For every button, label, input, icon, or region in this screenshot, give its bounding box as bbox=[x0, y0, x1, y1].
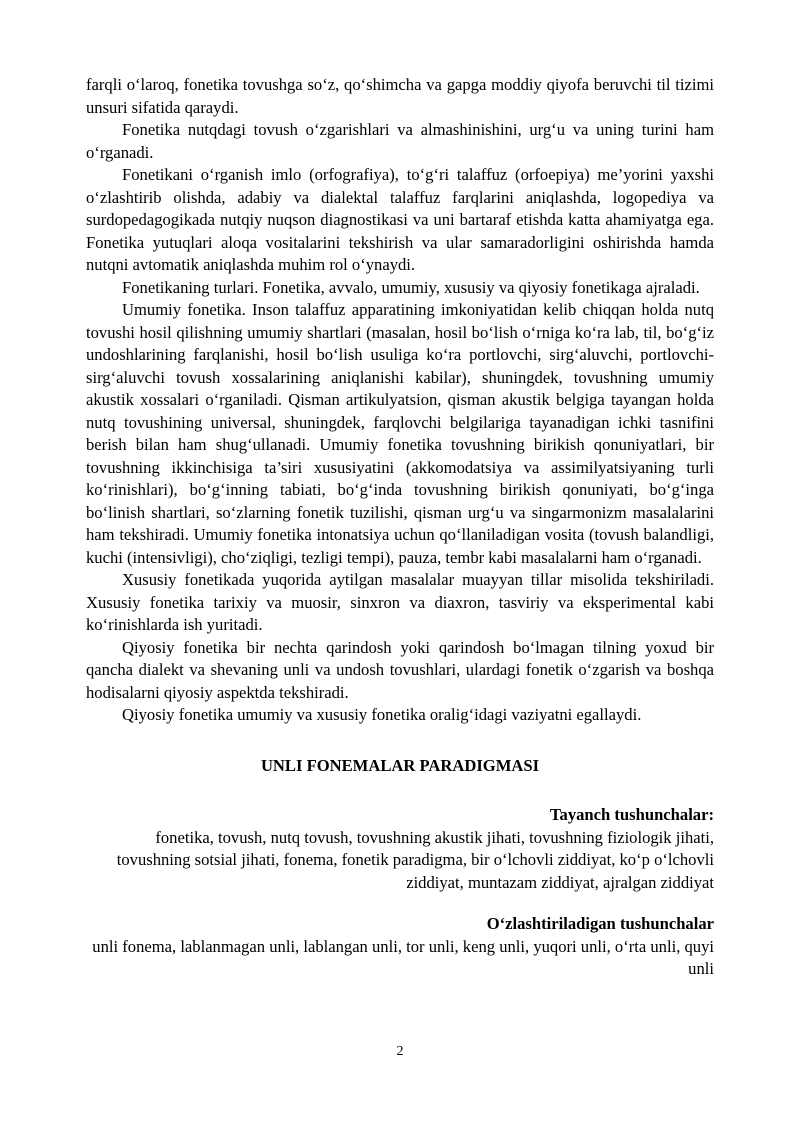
paragraph-specific-phonetics: Xususiy fonetikada yuqorida aytilgan masalalar muayyan tillar misolida tekshiriladi. Xususiy fonetika tarixiy va muosir, sinxron va diaxron, tasviriy va eksperimental kabi ko‘rinishlarda ish yuritadi. bbox=[86, 570, 714, 634]
section-heading: UNLI FONEMALAR PARADIGMASI bbox=[260, 755, 540, 775]
paragraph-phonetics-changes: Fonetika nutqdagi tovush o‘zgarishlari va almashinishini, urg‘u va uning turini ham o‘rganadi. bbox=[86, 120, 714, 162]
paragraph-phonetics-types: Fonetikaning turlari. Fonetika, avvalo, umumiy, xususiy va qiyosiy fonetikaga ajraladi. bbox=[122, 277, 700, 297]
paragraph-continuation: farqli o‘laroq, fonetika tovushga so‘z, qo‘shimcha va gapga moddiy qiyofa beruvchi til tizimi unsuri sifatida qaraydi. bbox=[86, 75, 714, 117]
paragraph-phonetics-importance: Fonetikani o‘rganish imlo (orfografiya), to‘g‘ri talaffuz (orfoepiya) me’yorini yaxshi o‘zlashtirib olishda, adabiy va dialektal talaffuz farqlarini aniqlashda, logopediya va surdopedagogikada nutqiy nuqson diagnostikasi va uni bartaraf etishda katta ahamiyatga ega. Fonetika yutuqlari aloqa vositalarini tekshirish va ular samaradorligini oshirishda hamda nutqni avtomatik aniqlashda muhim rol o‘ynaydi. bbox=[86, 165, 714, 274]
document-page bbox=[86, 74, 714, 981]
paragraph-general-phonetics: Umumiy fonetika. Inson talaffuz apparatining imkoniyatidan kelib chiqqan holda nutq tovushi hosil qilishning umumiy shartlari (masalan, hosil bo‘lish o‘rniga ko‘ra lab, til, bo‘g‘iz undoshlarining farqlanishi, hosil bo‘lish usuliga ko‘ra portlovchi, sirg‘aluvchi, portlovchi-sirg‘aluvchi tovush xossalarining aniqlanishi kabilar), shuningdek, tovushning umumiy akustik xossalari o‘rganiladi. Qisman artikulyatsion, qisman akustik belgiga tayangan holda nutq tovushining universal, shuningdek, farqlovchi belgilariga tayanadigan ichki tasnifini berish bilan ham shug‘ullanadi. Umumiy fonetika tovushning birikish qonuniyatlari, bir tovushning ikkinchisiga ta’siri xususiyatini (akkomodatsiya va assimilyatsiyaning turli ko‘rinishlari), bo‘g‘inning tabiati, bo‘g‘inda tovushning birikish qonuniyati, bo‘g‘inga bo‘linish shartlari, so‘zlarning fonetik tuzilishi, qisman urg‘u va singarmonizm masalalarini ham tekshiradi. Umumiy fonetika intonatsiya uchun qo‘llaniladigan vosita (tovush balandligi, kuchi (intensivligi), cho‘ziqligi, tezligi tempi), pauza, tembr kabi masalalarni ham o‘rganadi. bbox=[86, 300, 714, 567]
paragraph-comparative-position: Qiyosiy fonetika umumiy va xususiy fonetika oralig‘idagi vaziyatni egallaydi. bbox=[122, 705, 642, 724]
key-concepts-title: Tayanch tushunchalar: bbox=[550, 805, 714, 824]
learned-concepts-title: O‘zlashtiriladigan tushunchalar bbox=[486, 914, 714, 933]
paragraph-comparative-phonetics: Qiyosiy fonetika bir nechta qarindosh yoki qarindosh bo‘lmagan tilning yoxud bir qancha dialekt va shevaning unli va undosh tovushlari, ulardagi fonetik o‘zgarish va boshqa hodisalarni qiyosiy aspektda tekshiradi. bbox=[86, 637, 714, 702]
page-number: 2 bbox=[396, 1044, 404, 1059]
key-concepts-text: fonetika, tovush, nutq tovush, tovushning akustik jihati, tovushning fiziologik jihati, tovushning sotsial jihati, fonema, fonetik paradigma, bir o‘lchovli ziddiyat, ko‘p o‘lchovli ziddiyat, muntazam ziddiyat, ajralgan ziddiyat bbox=[116, 827, 714, 892]
learned-concepts-text: unli fonema, lablanmagan unli, lablangan unli, tor unli, keng unli, yuqori unli, o‘rta unli, quyi unli bbox=[92, 936, 714, 978]
spacer bbox=[86, 894, 714, 913]
